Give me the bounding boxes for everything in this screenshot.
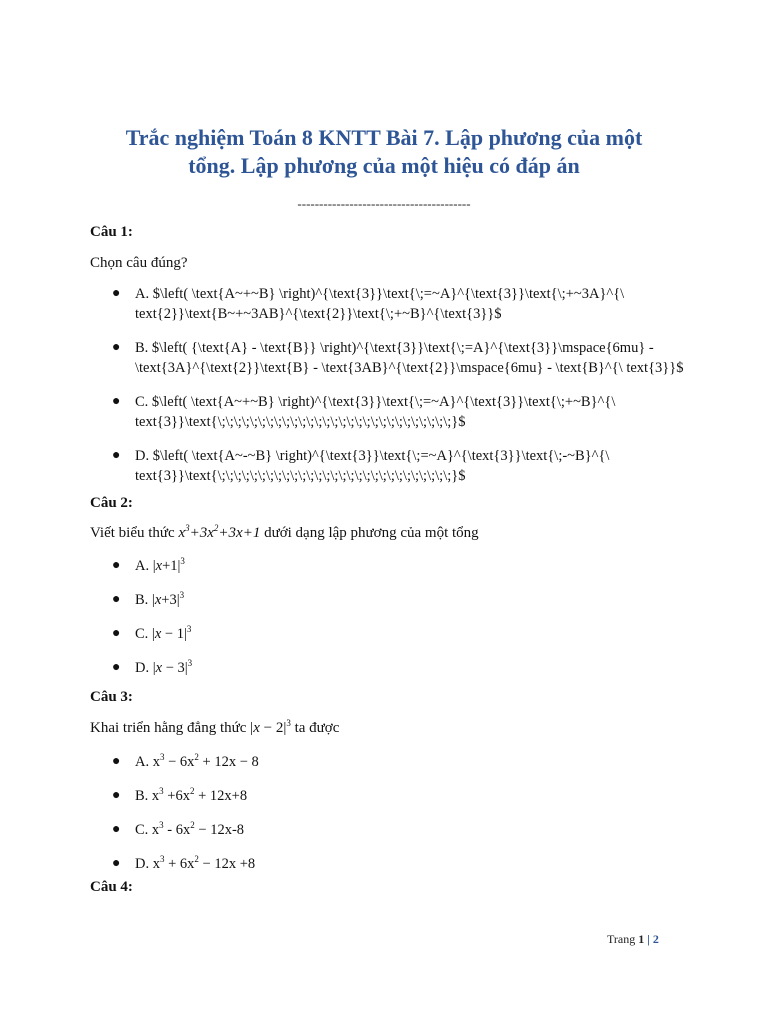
math-expression: $x^3+3x^2+3x+1$	[178, 523, 261, 541]
question-3-options	[90, 752, 690, 888]
question-3-heading: Câu 3:	[90, 689, 133, 705]
question-3-option-c: ● C. $x^3 - 6x^2 - 12x-8$	[112, 820, 245, 838]
math-expression: $x^3 - 6x^2 - 12x-8$	[151, 820, 245, 838]
title-line-2: tổng. Lập phương của một hiệu có đáp án	[188, 153, 580, 178]
question-1-prompt: Chọn câu đúng?	[90, 255, 188, 271]
question-2-prompt: Viết biểu thức $x^3+3x^2+3x+1$ dưới dạng lập phương của một tổng	[90, 523, 479, 541]
bullet-icon: ●	[112, 340, 121, 355]
question-3-option-b: ● B. $x^3 +6x^2 + 12x+8$	[112, 786, 248, 804]
bullet-icon: ●	[112, 856, 121, 871]
page-footer: Trang 1 | 2	[607, 932, 659, 946]
question-3-option-a: ● A. $x^3 - 6x^2 + 12x - 8$	[112, 752, 259, 770]
question-1-option-d: ● D. $\left( \text{A~-~B} \right)^{\text{3}}\text{\;=~A}^{\text{3}}\text{\;-~B}^{\ text{3}}\text{\;\;\;\;\;\;\;\;\;\;\;\;\;\;\;\;\;\;\;\;\;\;\;\;\;\;\;\;\;}$	[112, 448, 610, 484]
bullet-icon: ●	[112, 558, 121, 573]
bullet-icon: ●	[112, 788, 121, 803]
math-expression: $|x - 2|^3$	[250, 718, 291, 736]
question-1-option-c: ● C. $\left( \text{A~+~B} \right)^{\text{3}}\text{\;=~A}^{\text{3}}\text{\;+~B}^{\ text{3}}\text{\;\;\;\;\;\;\;\;\;\;\;\;\;\;\;\;\;\;\;\;\;\;\;\;\;\;\;\;\;}$	[112, 394, 616, 430]
bullet-icon: ●	[112, 754, 121, 769]
question-2-option-b: ● B. $|x+3|^3$	[112, 590, 185, 608]
math-expression: $x^3 + 6x^2 - 12x +8$	[152, 854, 256, 872]
bullet-icon: ●	[112, 394, 121, 409]
bullet-icon: ●	[112, 822, 121, 837]
page-total: 2	[652, 932, 659, 946]
question-2-option-c: ● C. $|x - 1|^3$	[112, 624, 192, 642]
question-2-option-d: ● D. $|x - 3|^3$	[112, 658, 193, 676]
bullet-icon: ●	[112, 286, 121, 301]
math-expression: $|x+3|^3$	[151, 590, 185, 608]
page-title	[90, 124, 678, 180]
math-expression: $|x - 3|^3$	[152, 658, 193, 676]
bullet-icon: ●	[112, 626, 121, 641]
question-3-option-d: ● D. $x^3 + 6x^2 - 12x +8$	[112, 854, 256, 872]
math-expression: $|x+1|^3$	[152, 556, 185, 574]
footer-divider: |	[647, 932, 650, 946]
question-1-heading: Câu 1:	[90, 224, 133, 240]
math-expression: $|x - 1|^3$	[151, 624, 192, 642]
page-number: 1	[638, 932, 645, 946]
bullet-icon: ●	[112, 592, 121, 607]
math-expression: $x^3 - 6x^2 + 12x - 8$	[152, 752, 259, 770]
question-2-heading: Câu 2:	[90, 495, 133, 511]
question-1-options	[90, 284, 690, 500]
bullet-icon: ●	[112, 660, 121, 675]
question-1-option-b: ● B. $\left( {\text{A} - \text{B}} \right)^{\text{3}}\text{\;=A}^{\text{3}}\mspace{6mu} - \text{3A}^{\text{2}}\text{B} - \text{3AB}^{\text{2}}\mspace{6mu} - \text{B}^{\ text{3}}$	[112, 340, 684, 376]
question-2-option-a: ● A. $|x+1|^3$	[112, 556, 185, 574]
title-line-1: Trắc nghiệm Toán 8 KNTT Bài 7. Lập phương của một	[125, 125, 643, 150]
math-expression: $x^3 +6x^2 + 12x+8$	[151, 786, 248, 804]
question-2-options	[90, 556, 690, 692]
question-1-option-a: ● A. $\left( \text{A~+~B} \right)^{\text{3}}\text{\;=~A}^{\text{3}}\text{\;+~3A}^{\ text{2}}\text{B~+~3AB}^{\text{2}}\text{\;+~B}^{\text{3}}$	[112, 286, 625, 322]
separator-line: ----------------------------------------	[297, 196, 471, 211]
question-3-prompt: Khai triển hằng đẳng thức $|x - 2|^3$ ta được	[90, 718, 340, 736]
question-4-heading: Câu 4:	[90, 879, 133, 895]
bullet-icon: ●	[112, 448, 121, 463]
